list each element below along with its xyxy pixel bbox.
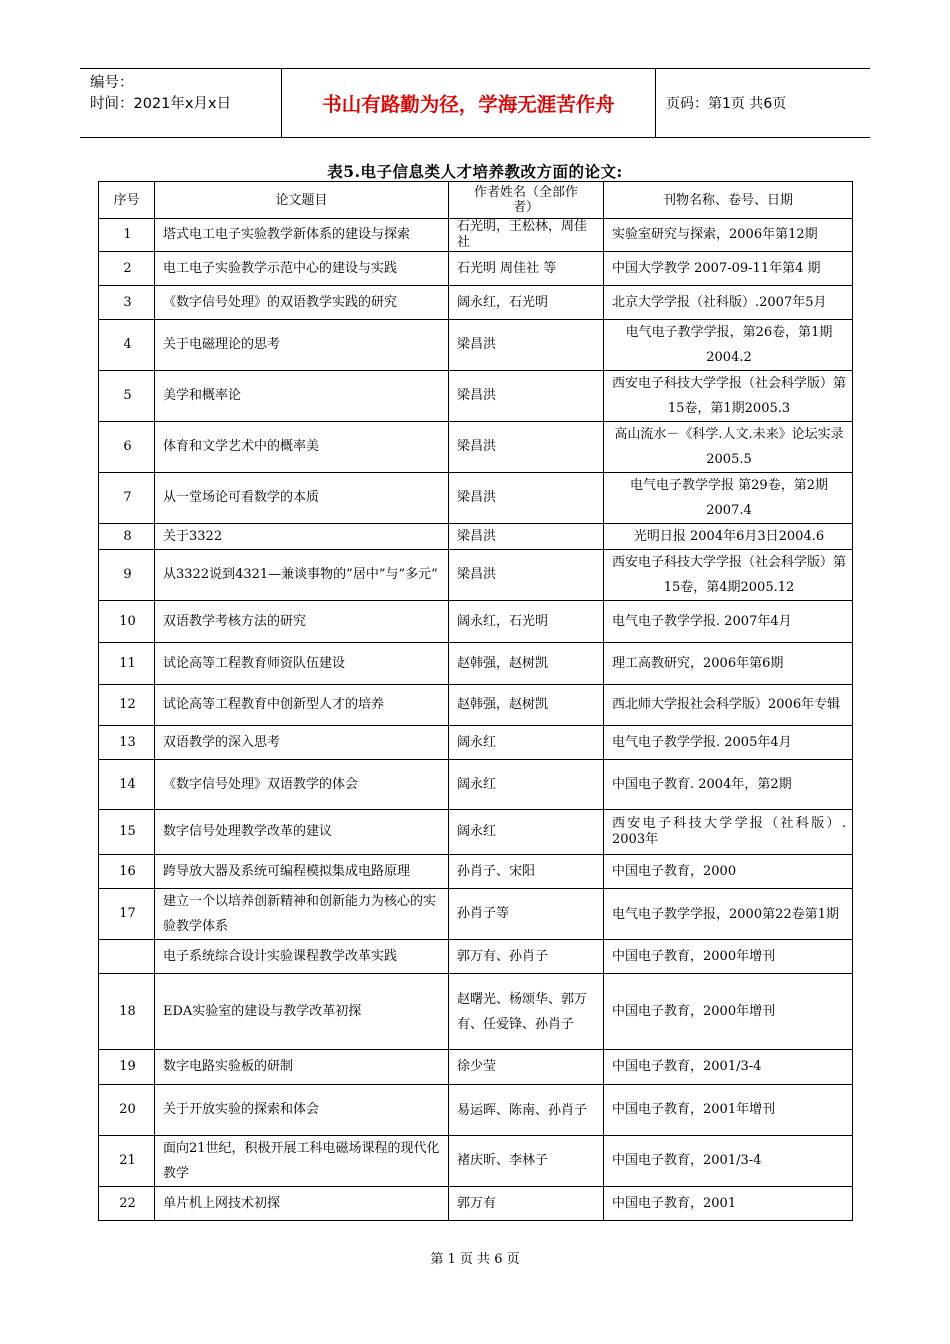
row-topic: 关于3322 (155, 524, 449, 550)
row-authors: 石光明 周佳社 等 (449, 252, 604, 286)
row-no: 5 (99, 371, 155, 422)
page-header (80, 68, 870, 138)
page-label: 页码：第1页 共6页 (666, 96, 787, 112)
row-no: 7 (99, 473, 155, 524)
table-row (99, 940, 853, 974)
row-authors: 梁昌洪 (449, 550, 604, 601)
row-authors: 梁昌洪 (449, 320, 604, 371)
row-authors: 孙肖子等 (449, 889, 604, 940)
row-publication: 电气电子教学学报，2000第22卷第1期 (604, 889, 853, 940)
row-no: 16 (99, 855, 155, 889)
row-publication: 北京大学学报（社科版）.2007年5月 (604, 286, 853, 320)
row-topic: 塔式电工电子实验教学新体系的建设与探索 (155, 219, 449, 252)
row-publication: 西安电子科技大学学报（社科版）. 2003年 (604, 810, 853, 855)
row-no: 21 (99, 1136, 155, 1187)
table-row (99, 889, 853, 940)
header-no: 序号 (99, 182, 155, 219)
row-authors: 郭万有 (449, 1187, 604, 1221)
row-publication: 西安电子科技大学学报（社会科学版）第15卷，第1期2005.3 (604, 371, 853, 422)
row-topic: 电工电子实验教学示范中心的建设与实践 (155, 252, 449, 286)
row-no: 11 (99, 643, 155, 685)
row-no: 12 (99, 685, 155, 726)
row-publication: 中国电子教育，2001/3-4 (604, 1136, 853, 1187)
table-row (99, 524, 853, 550)
row-publication: 中国电子教育，2000 (604, 855, 853, 889)
table-row (99, 1050, 853, 1085)
header-info (80, 69, 282, 137)
row-publication: 中国电子教育，2001 (604, 1187, 853, 1221)
row-publication: 西北师大学报社会科学版）2006年专辑 (604, 685, 853, 726)
row-authors: 石光明，王松林，周佳社 (449, 219, 604, 252)
row-authors: 梁昌洪 (449, 422, 604, 473)
table-row (99, 286, 853, 320)
row-authors: 赵韩强，赵树凯 (449, 643, 604, 685)
table-row (99, 371, 853, 422)
table-title: 表5.电子信息类人才培养教改方面的论文: (327, 162, 623, 181)
header-authors: 作者姓名（全部作者） (449, 182, 604, 219)
number-label: 编号： (90, 75, 134, 91)
header-topic: 论文题目 (155, 182, 449, 219)
row-publication: 电气电子教学学报. 2007年4月 (604, 601, 853, 643)
table-row (99, 422, 853, 473)
row-authors: 阔永红 (449, 726, 604, 760)
row-publication: 电气电子教学学报，第26卷，第1期2004.2 (604, 320, 853, 371)
row-topic: 《数字信号处理》的双语教学实践的研究 (155, 286, 449, 320)
row-topic: 双语教学考核方法的研究 (155, 601, 449, 643)
row-no: 10 (99, 601, 155, 643)
row-topic: 数字信号处理教学改革的建议 (155, 810, 449, 855)
row-topic: 数字电路实验板的研制 (155, 1050, 449, 1085)
row-publication: 中国电子教育. 2004年，第2期 (604, 760, 853, 810)
row-publication: 光明日报 2004年6月3日2004.6 (604, 524, 853, 550)
table-row (99, 473, 853, 524)
table-row (99, 855, 853, 889)
time-label: 时间：2021年x月x日 (90, 96, 232, 112)
row-no: 9 (99, 550, 155, 601)
row-no: 1 (99, 219, 155, 252)
row-topic: 试论高等工程教育中创新型人才的培养 (155, 685, 449, 726)
row-authors: 褚庆昕、李林子 (449, 1136, 604, 1187)
header-publication: 刊物名称、卷号、日期 (604, 182, 853, 219)
row-authors: 梁昌洪 (449, 524, 604, 550)
row-no: 3 (99, 286, 155, 320)
table-row (99, 252, 853, 286)
table-header-row (99, 182, 853, 219)
row-no: 15 (99, 810, 155, 855)
row-no: 2 (99, 252, 155, 286)
row-publication: 实验室研究与探索，2006年第12期 (604, 219, 853, 252)
table-row (99, 550, 853, 601)
table-row (99, 320, 853, 371)
row-authors: 梁昌洪 (449, 473, 604, 524)
row-publication: 中国电子教育，2001/3-4 (604, 1050, 853, 1085)
row-authors: 阔永红，石光明 (449, 601, 604, 643)
table-row (99, 1085, 853, 1136)
row-no: 20 (99, 1085, 155, 1136)
row-authors: 徐少莹 (449, 1050, 604, 1085)
row-publication: 中国大学教学 2007-09-11年第4 期 (604, 252, 853, 286)
row-no: 4 (99, 320, 155, 371)
row-topic: 关于开放实验的探索和体会 (155, 1085, 449, 1136)
row-topic: 关于电磁理论的思考 (155, 320, 449, 371)
row-topic: 双语教学的深入思考 (155, 726, 449, 760)
row-publication: 中国电子教育，2001年增刊 (604, 1085, 853, 1136)
papers-table (98, 181, 853, 1221)
table-row (99, 685, 853, 726)
row-no: 17 (99, 889, 155, 940)
row-authors: 梁昌洪 (449, 371, 604, 422)
row-topic: 《数字信号处理》双语教学的体会 (155, 760, 449, 810)
table-row (99, 760, 853, 810)
row-authors: 赵曙光、杨颂华、郭万有、任爱锋、孙肖子 (449, 974, 604, 1050)
row-no: 8 (99, 524, 155, 550)
row-no: 6 (99, 422, 155, 473)
row-publication: 理工高教研究，2006年第6期 (604, 643, 853, 685)
row-authors: 阔永红，石光明 (449, 286, 604, 320)
row-no (99, 940, 155, 974)
row-no: 19 (99, 1050, 155, 1085)
row-topic: 面向21世纪，积极开展工科电磁场课程的现代化教学 (155, 1136, 449, 1187)
table-row (99, 643, 853, 685)
row-publication: 高山流水－《科学.人文.未来》论坛实录2005.5 (604, 422, 853, 473)
row-topic: EDA实验室的建设与教学改革初探 (155, 974, 449, 1050)
motto: 书山有路勤为径，学海无涯苦作舟 (282, 69, 656, 137)
row-authors: 阔永红 (449, 760, 604, 810)
row-publication: 中国电子教育，2000年增刊 (604, 974, 853, 1050)
row-topic: 建立一个以培养创新精神和创新能力为核心的实验教学体系 (155, 889, 449, 940)
row-no: 14 (99, 760, 155, 810)
row-topic: 从一堂场论可看数学的本质 (155, 473, 449, 524)
page-footer: 第 1 页 共 6 页 (430, 1252, 520, 1267)
table-row (99, 1136, 853, 1187)
row-no: 18 (99, 974, 155, 1050)
row-topic: 电子系统综合设计实验课程教学改革实践 (155, 940, 449, 974)
table-row (99, 601, 853, 643)
table-row (99, 810, 853, 855)
row-topic: 体育和文学艺术中的概率美 (155, 422, 449, 473)
row-topic: 从3322说到4321—兼谈事物的”居中”与”多元” (155, 550, 449, 601)
table-row (99, 219, 853, 252)
row-publication: 西安电子科技大学学报（社会科学版）第15卷，第4期2005.12 (604, 550, 853, 601)
row-topic: 单片机上网技术初探 (155, 1187, 449, 1221)
row-authors: 孙肖子、宋阳 (449, 855, 604, 889)
row-authors: 郭万有、孙肖子 (449, 940, 604, 974)
table-row (99, 726, 853, 760)
table-row (99, 974, 853, 1050)
row-authors: 易运晖、陈南、孙肖子 (449, 1085, 604, 1136)
row-no: 22 (99, 1187, 155, 1221)
row-topic: 美学和概率论 (155, 371, 449, 422)
row-authors: 阔永红 (449, 810, 604, 855)
row-no: 13 (99, 726, 155, 760)
table-row (99, 1187, 853, 1221)
row-publication: 中国电子教育，2000年增刊 (604, 940, 853, 974)
row-publication: 电气电子教学学报. 2005年4月 (604, 726, 853, 760)
row-publication: 电气电子教学学报 第29卷，第2期2007.4 (604, 473, 853, 524)
row-authors: 赵韩强，赵树凯 (449, 685, 604, 726)
row-topic: 跨导放大器及系统可编程模拟集成电路原理 (155, 855, 449, 889)
row-topic: 试论高等工程教育师资队伍建设 (155, 643, 449, 685)
